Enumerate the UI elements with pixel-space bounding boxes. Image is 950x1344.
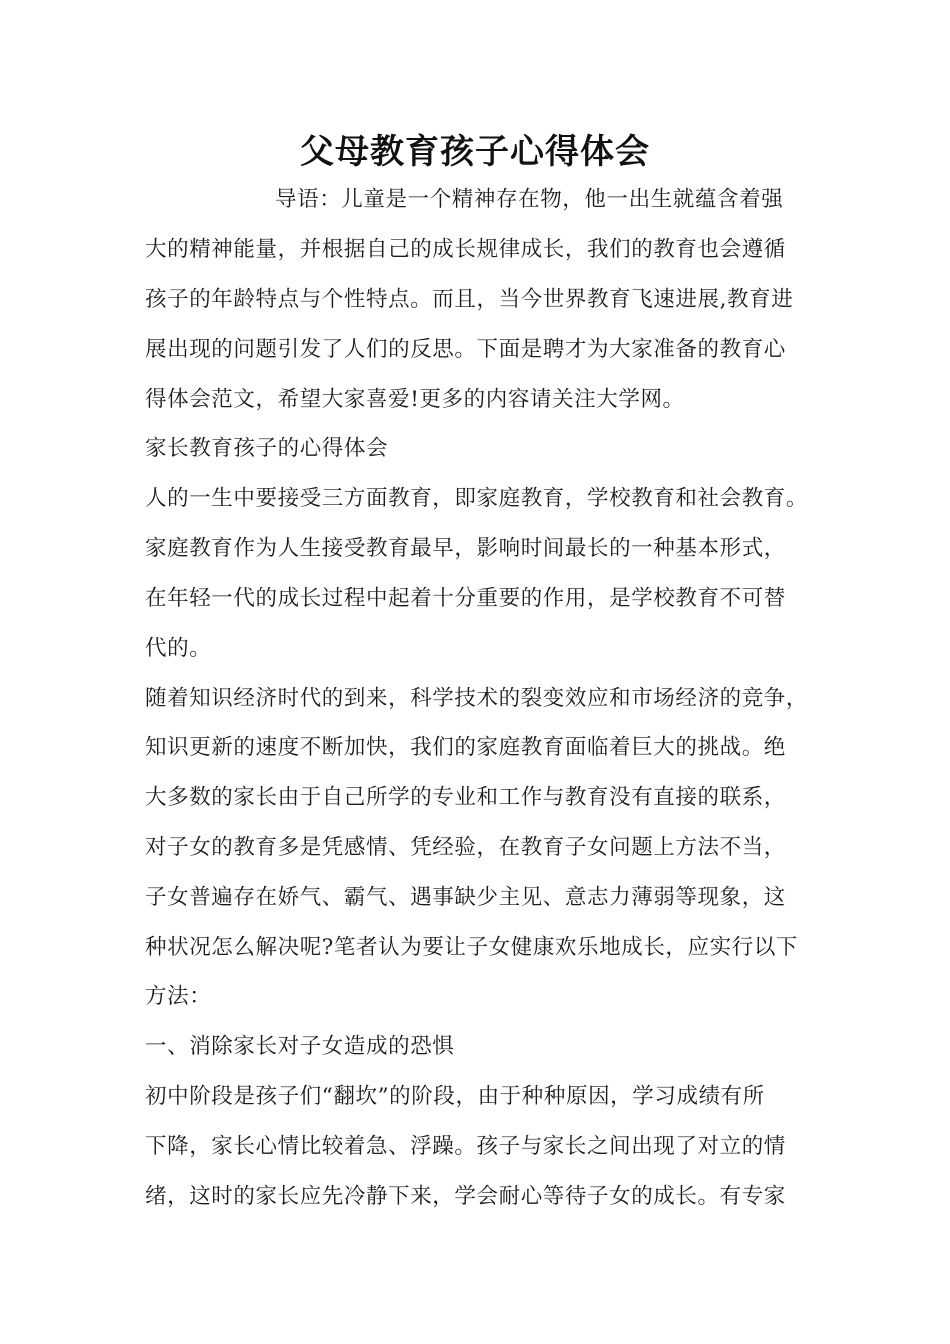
paragraph-line: 种状况怎么解决呢?笔者认为要让子女健康欢乐地成长，应实行以下 — [145, 935, 799, 960]
paragraph-line: 下降，家长心情比较着急、浮躁。孩子与家长之间出现了对立的情 — [145, 1134, 786, 1159]
paragraph-line: 子女普遍存在娇气、霸气、遇事缺少主见、意志力薄弱等现象，这 — [145, 885, 786, 910]
paragraph-line: 在年轻一代的成长过程中起着十分重要的作用，是学校教育不可替 — [145, 586, 786, 611]
paragraph-line: 大多数的家长由于自己所学的专业和工作与教育没有直接的联系， — [145, 785, 786, 810]
paragraph-line: 初中阶段是孩子们“翻坎”的阶段，由于种种原因，学习成绩有所 — [145, 1084, 765, 1109]
section-heading: 家长教育孩子的心得体会 — [145, 436, 389, 461]
paragraph-line: 导语：儿童是一个精神存在物，他一出生就蕴含着强 — [275, 187, 784, 212]
paragraph-line: 孩子的年龄特点与个性特点。而且，当今世界教育飞速进展,教育进 — [145, 287, 794, 312]
paragraph-line: 绪，这时的家长应先冷静下来，学会耐心等待子女的成长。有专家 — [145, 1184, 786, 1209]
paragraph-line: 代的。 — [145, 636, 212, 661]
paragraph-line: 展出现的问题引发了人们的反思。下面是聘才为大家准备的教育心 — [145, 337, 786, 362]
section-heading: 一、消除家长对子女造成的恐惧 — [145, 1034, 455, 1059]
paragraph-line: 大的精神能量，并根据自己的成长规律成长，我们的教育也会遵循 — [145, 237, 786, 262]
paragraph-line: 随着知识经济时代的到来，科学技术的裂变效应和市场经济的竞争， — [145, 686, 809, 711]
paragraph-line: 家庭教育作为人生接受教育最早，影响时间最长的一种基本形式， — [145, 536, 786, 561]
document-title: 父母教育孩子心得体会 — [300, 132, 650, 172]
paragraph-line: 方法： — [145, 984, 212, 1009]
paragraph-line: 知识更新的速度不断加快，我们的家庭教育面临着巨大的挑战。绝 — [145, 735, 786, 760]
paragraph-line: 得体会范文，希望大家喜爱!更多的内容请关注大学网。 — [145, 387, 685, 412]
paragraph-line: 人的一生中要接受三方面教育，即家庭教育，学校教育和社会教育。 — [145, 486, 809, 511]
paragraph-line: 对子女的教育多是凭感情、凭经验，在教育子女问题上方法不当， — [145, 835, 786, 860]
